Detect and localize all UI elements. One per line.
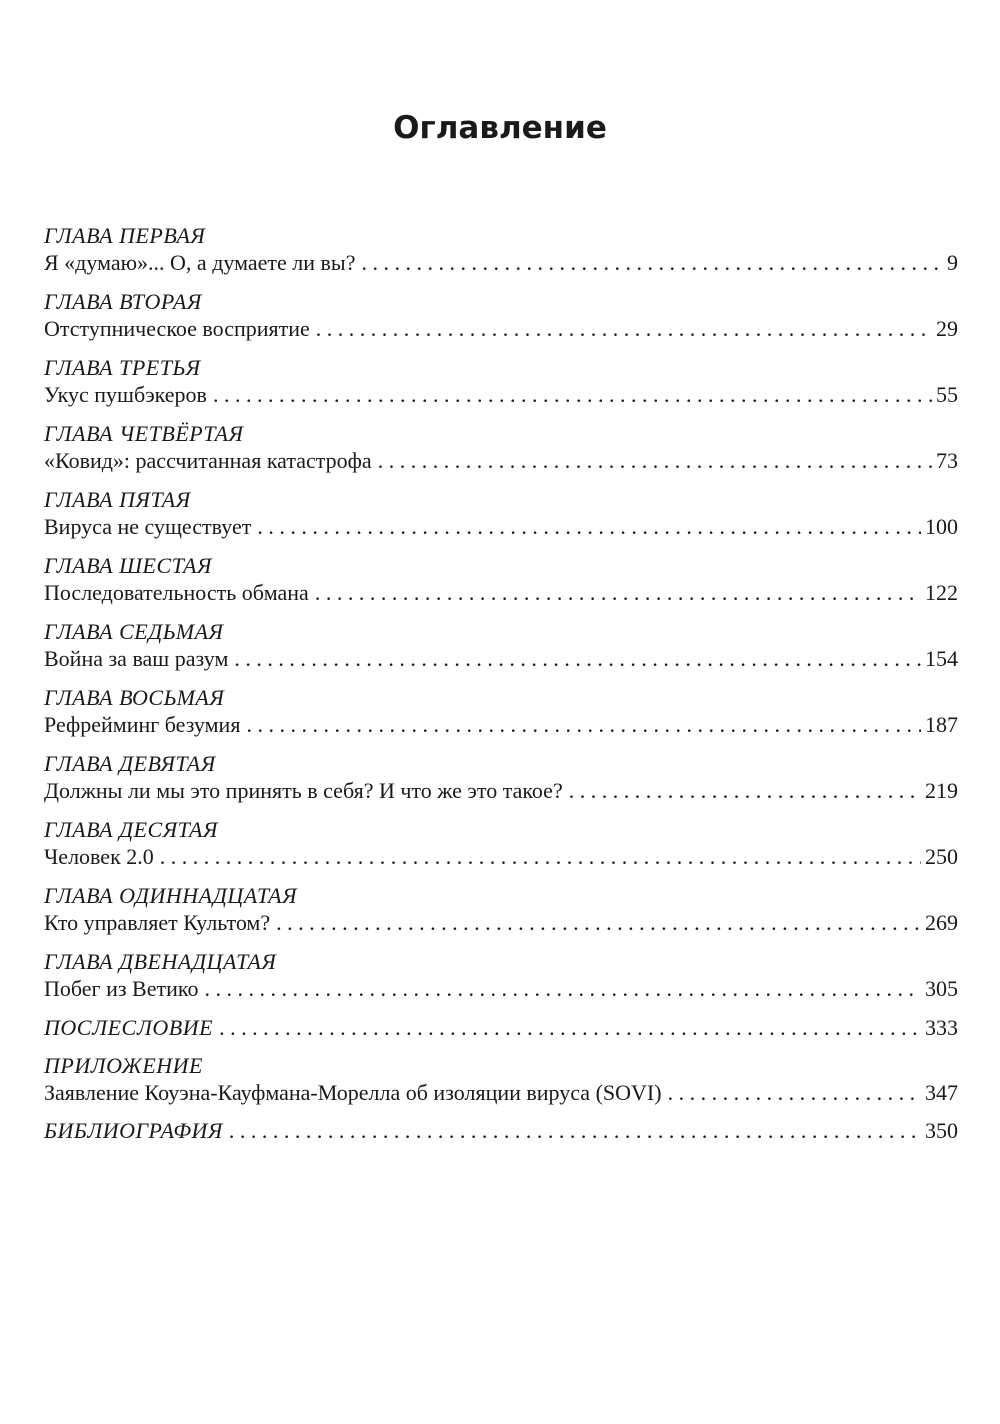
page-number: 55 xyxy=(936,382,958,407)
toc-entry[interactable] xyxy=(44,975,958,1003)
chapter-label: ГЛАВА ПЯТАЯ xyxy=(44,487,191,512)
dot-leader xyxy=(204,975,921,1003)
toc-entry[interactable] xyxy=(44,1079,958,1107)
toc-chapter-11 xyxy=(44,882,958,937)
page-number: 29 xyxy=(936,316,958,341)
toc-entry[interactable] xyxy=(44,249,958,277)
page-number: 73 xyxy=(936,448,958,473)
toc-bibliography xyxy=(44,1117,958,1145)
table-of-contents xyxy=(44,222,958,1155)
page-title: Оглавление xyxy=(393,110,607,146)
entry-title: Я «думаю»... О, а думаете ли вы? xyxy=(44,250,356,275)
chapter-label: ГЛАВА ТРЕТЬЯ xyxy=(44,355,201,380)
toc-chapter-4 xyxy=(44,420,958,475)
chapter-label: ГЛАВА ДЕВЯТАЯ xyxy=(44,751,216,776)
page-number: 187 xyxy=(925,712,958,737)
entry-title: Война за ваш разум xyxy=(44,646,229,671)
entry-title: Вируса не существует xyxy=(44,514,252,539)
chapter-label: ГЛАВА ШЕСТАЯ xyxy=(44,553,212,578)
dot-leader xyxy=(234,645,921,673)
chapter-label: ГЛАВА ВТОРАЯ xyxy=(44,289,202,314)
entry-title: ПОСЛЕСЛОВИЕ xyxy=(44,1015,214,1040)
toc-entry[interactable] xyxy=(44,513,958,541)
chapter-label: ГЛАВА ЧЕТВЁРТАЯ xyxy=(44,421,244,446)
page-number: 100 xyxy=(925,514,958,539)
toc-chapter-10 xyxy=(44,816,958,871)
chapter-label: ГЛАВА ВОСЬМАЯ xyxy=(44,685,225,710)
entry-title: Кто управляет Культом? xyxy=(44,910,271,935)
dot-leader xyxy=(219,1014,921,1042)
toc-entry[interactable] xyxy=(44,1117,958,1145)
page-number: 333 xyxy=(925,1015,958,1040)
dot-leader xyxy=(213,381,932,409)
entry-title: «Ковид»: рассчитанная катастрофа xyxy=(44,448,372,473)
toc-chapter-6 xyxy=(44,552,958,607)
chapter-label: ГЛАВА ОДИННАДЦАТАЯ xyxy=(44,883,298,908)
toc-chapter-3 xyxy=(44,354,958,409)
dot-leader xyxy=(315,579,921,607)
dot-leader xyxy=(160,843,921,871)
entry-title: Отступническое восприятие xyxy=(44,316,310,341)
chapter-label: ГЛАВА ДЕСЯТАЯ xyxy=(44,817,218,842)
toc-entry[interactable] xyxy=(44,579,958,607)
toc-chapter-2 xyxy=(44,288,958,343)
entry-title: Должны ли мы это принять в себя? И что же это такое? xyxy=(44,778,563,803)
toc-entry[interactable] xyxy=(44,711,958,739)
page-number: 305 xyxy=(925,976,958,1001)
toc-entry[interactable] xyxy=(44,381,958,409)
dot-leader xyxy=(316,315,932,343)
page-number: 347 xyxy=(925,1080,958,1105)
page-number: 122 xyxy=(925,580,958,605)
toc-entry[interactable] xyxy=(44,909,958,937)
page-number: 154 xyxy=(925,646,958,671)
page-number: 9 xyxy=(947,250,958,275)
page-number: 269 xyxy=(925,910,958,935)
chapter-label: ГЛАВА ДВЕНАДЦАТАЯ xyxy=(44,949,277,974)
entry-title: Человек 2.0 xyxy=(44,844,154,869)
toc-afterword xyxy=(44,1014,958,1042)
toc-chapter-8 xyxy=(44,684,958,739)
dot-leader xyxy=(668,1079,921,1107)
toc-chapter-1 xyxy=(44,222,958,277)
toc-entry[interactable] xyxy=(44,645,958,673)
dot-leader xyxy=(257,513,921,541)
page-number: 350 xyxy=(925,1118,958,1143)
dot-leader xyxy=(246,711,921,739)
toc-entry[interactable] xyxy=(44,447,958,475)
dot-leader xyxy=(229,1117,921,1145)
toc-chapter-7 xyxy=(44,618,958,673)
page-number: 219 xyxy=(925,778,958,803)
toc-appendix xyxy=(44,1052,958,1107)
entry-title: Рефрейминг безумия xyxy=(44,712,241,737)
dot-leader xyxy=(276,909,921,937)
toc-entry[interactable] xyxy=(44,777,958,805)
toc-entry[interactable] xyxy=(44,843,958,871)
toc-chapter-9 xyxy=(44,750,958,805)
entry-title: Последовательность обмана xyxy=(44,580,309,605)
entry-title: Укус пушбэкеров xyxy=(44,382,207,407)
entry-title: Заявление Коуэна-Кауфмана-Морелла об изоляции вируса (SOVI) xyxy=(44,1080,662,1105)
toc-entry[interactable] xyxy=(44,315,958,343)
toc-entry[interactable] xyxy=(44,1014,958,1042)
dot-leader xyxy=(378,447,932,475)
dot-leader xyxy=(361,249,943,277)
chapter-label: ПРИЛОЖЕНИЕ xyxy=(44,1053,203,1078)
entry-title: Побег из Ветико xyxy=(44,976,199,1001)
toc-chapter-12 xyxy=(44,948,958,1003)
toc-chapter-5 xyxy=(44,486,958,541)
entry-title: БИБЛИОГРАФИЯ xyxy=(44,1118,223,1143)
page-number: 250 xyxy=(925,844,958,869)
dot-leader xyxy=(569,777,921,805)
chapter-label: ГЛАВА ПЕРВАЯ xyxy=(44,223,206,248)
chapter-label: ГЛАВА СЕДЬМАЯ xyxy=(44,619,224,644)
